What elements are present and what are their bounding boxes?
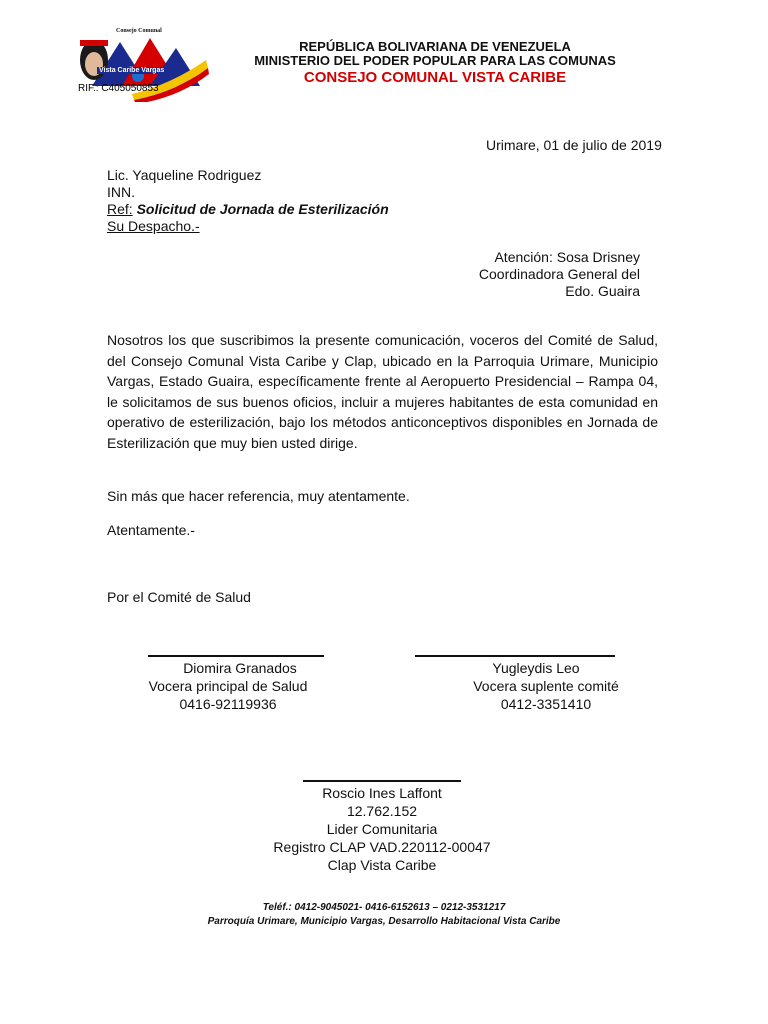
footer-address: Parroquía Urimare, Municipio Vargas, Desarrollo Habitacional Vista Caribe	[207, 916, 561, 927]
letter-date: Urimare, 01 de julio de 2019	[486, 137, 662, 153]
signer-left-phone: 0416-92119936	[179, 696, 277, 712]
ref-label: Ref:	[107, 201, 133, 217]
signature-line-center	[303, 780, 461, 782]
signer-center-role: Lider Comunitaria	[326, 821, 438, 837]
attention-line3: Edo. Guaira	[565, 283, 640, 299]
footer-phones: Teléf.: 0412-9045021- 0416-6152613 – 0212-3531217	[262, 902, 506, 913]
signer-right-phone: 0412-3351410	[500, 696, 592, 712]
signer-right-name: Yugleydis Leo	[492, 660, 580, 676]
logo-name-text: Vista Caribe Vargas	[99, 67, 165, 74]
su-despacho: Su Despacho.-	[107, 218, 200, 234]
signer-center-name: Roscio Ines Laffont	[322, 785, 442, 801]
ref-text: Solicitud de Jornada de Esterilización	[136, 201, 389, 217]
header-ministry: MINISTERIO DEL PODER POPULAR PARA LAS COMUNAS	[254, 53, 616, 68]
reference-line	[107, 201, 389, 217]
logo-rif: RIF.: C405050853	[78, 83, 159, 94]
signer-center-id: 12.762.152	[346, 803, 418, 819]
council-logo	[72, 24, 212, 102]
signer-left-role: Vocera principal de Salud	[148, 678, 308, 694]
header-council: CONSEJO COMUNAL VISTA CARIBE	[303, 69, 567, 86]
body-paragraph: Nosotros los que suscribimos la presente comunicación, voceros del Comité de Salud, del Consejo Comunal Vista Caribe y Clap, ubicado en la Parroquia Urimare, Municipio Vargas, Estado Guaira, específicamente frente al Aeropuerto Presidencial – Rampa 04, le solicitamos de sus buenos oficios, incluir a mujeres habitantes de esta comunidad en operativo de esterilización, bajo los métodos anticonceptivos disponibles en Jornada de Esterilización que muy bien usted dirige.	[107, 332, 658, 451]
signature-line-left	[148, 655, 324, 657]
signer-right-role: Vocera suplente comité	[473, 678, 619, 694]
by-committee: Por el Comité de Salud	[107, 589, 251, 605]
signer-center-org: Clap Vista Caribe	[327, 857, 437, 873]
signer-left-name: Diomira Granados	[183, 660, 297, 676]
recipient-org: INN.	[107, 184, 135, 200]
attention-line1: Atención: Sosa Drisney	[494, 249, 640, 265]
closing-line: Sin más que hacer referencia, muy atentamente.	[107, 488, 410, 504]
attention-line2: Coordinadora General del	[478, 266, 640, 282]
logo-top-text: Consejo Comunal	[116, 28, 162, 34]
recipient-name: Lic. Yaqueline Rodriguez	[107, 167, 262, 183]
header-republic: REPÚBLICA BOLIVARIANA DE VENEZUELA	[299, 39, 571, 54]
signature-line-right	[415, 655, 615, 657]
signer-center-registry: Registro CLAP VAD.220112-00047	[273, 839, 491, 855]
atentamente: Atentamente.-	[107, 522, 195, 538]
